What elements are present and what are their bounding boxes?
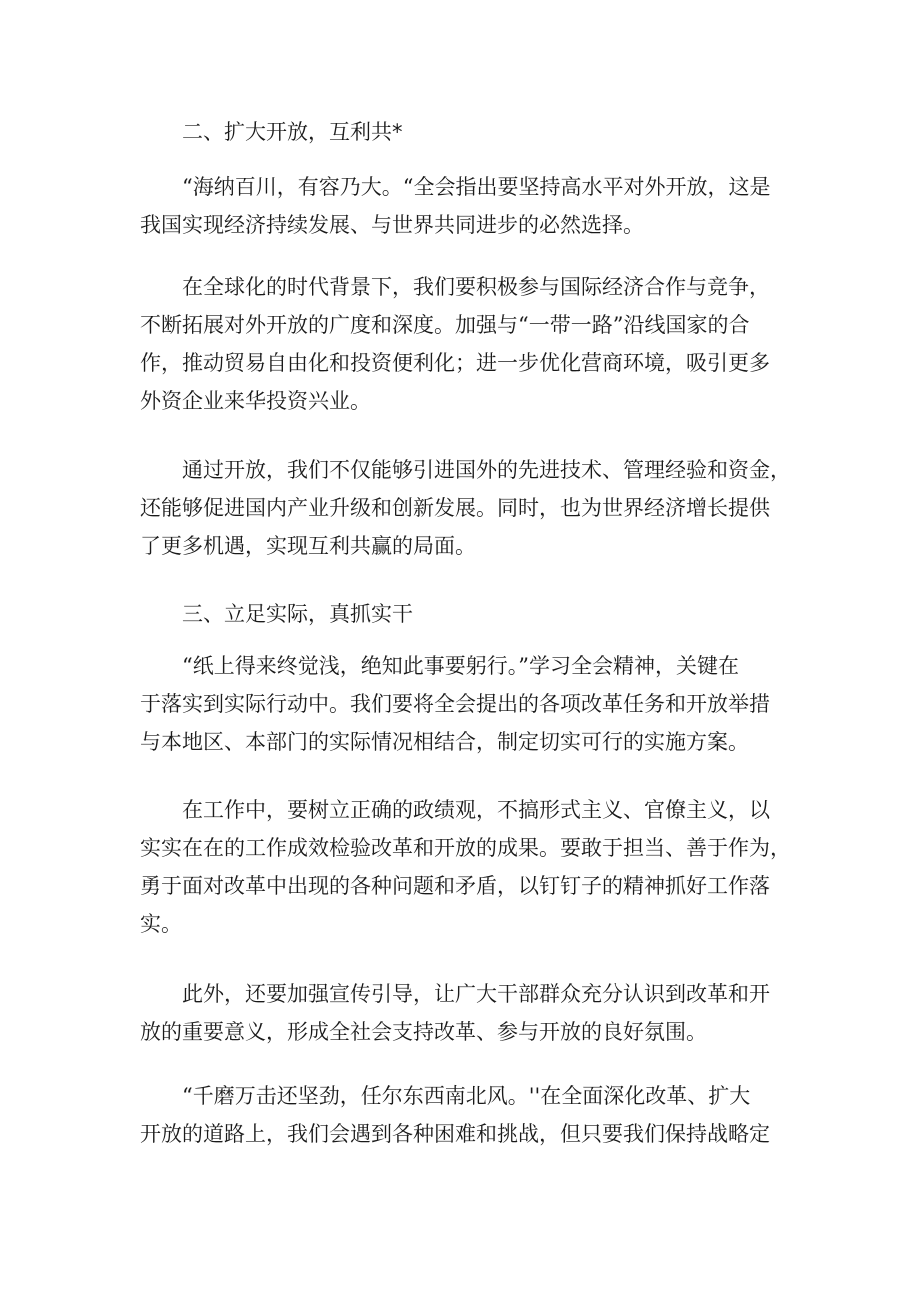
paragraph-line: 实。 xyxy=(140,912,182,936)
paragraph xyxy=(140,168,800,244)
paragraph-line: “千磨万击还坚劲，任尔东西南北风。''在全面深化改革、扩大 xyxy=(182,1084,751,1108)
paragraph-line: 于落实到实际行动中。我们要将全会提出的各项改革任务和开放举措 xyxy=(140,692,770,716)
paragraph-line: 在全球化的时代背景下，我们要积极参与国际经济合作与竞争， xyxy=(182,275,770,299)
paragraph-line: 在工作中，要树立正确的政绩观，不搞形式主义、官僚主义，以 xyxy=(182,798,770,822)
paragraph-line: 我国实现经济持续发展、与世界共同进步的必然选择。 xyxy=(140,213,644,237)
paragraph xyxy=(140,268,800,420)
paragraph-line: 了更多机遇，实现互利共赢的局面。 xyxy=(140,534,476,558)
paragraph xyxy=(140,791,800,943)
paragraph xyxy=(140,975,800,1051)
paragraph xyxy=(140,451,800,565)
section-heading-opening-up: 二、扩大开放，互利共* xyxy=(182,120,403,144)
paragraph-line: 作，推动贸易自由化和投资便利化；进一步优化营商环境，吸引更多 xyxy=(140,351,770,375)
section-heading-practical-action: 三、立足实际，真抓实干 xyxy=(182,602,413,626)
paragraph-line: 还能够促进国内产业升级和创新发展。同时，也为世界经济增长提供 xyxy=(140,496,770,520)
paragraph-line: “纸上得来终觉浅，绝知此事要躬行。”学习全会精神，关键在 xyxy=(182,654,739,678)
paragraph xyxy=(140,647,800,761)
paragraph-line: 通过开放，我们不仅能够引进国外的先进技术、管理经验和资金， xyxy=(182,458,791,482)
paragraph-line: 放的重要意义，形成全社会支持改革、参与开放的良好氛围。 xyxy=(140,1020,707,1044)
paragraph-line: 不断拓展对外开放的广度和深度。加强与“一带一路”沿线国家的合 xyxy=(140,313,750,337)
paragraph xyxy=(140,1077,800,1153)
paragraph-line: 此外，还要加强宣传引导，让广大干部群众充分认识到改革和开 xyxy=(182,982,770,1006)
paragraph-line: 勇于面对改革中出现的各种问题和矛盾，以钉钉子的精神抓好工作落 xyxy=(140,874,770,898)
paragraph-line: 与本地区、本部门的实际情况相结合，制定切实可行的实施方案。 xyxy=(140,730,749,754)
paragraph-line: 外资企业来华投资兴业。 xyxy=(140,389,371,413)
paragraph-line: “海纳百川，有容乃大。“全会指出要坚持高水平对外开放，这是 xyxy=(182,175,771,199)
paragraph-line: 实实在在的工作成效检验改革和开放的成果。要敢于担当、善于作为， xyxy=(140,836,791,860)
paragraph-line: 开放的道路上，我们会遇到各种困难和挑战，但只要我们保持战略定 xyxy=(140,1122,770,1146)
